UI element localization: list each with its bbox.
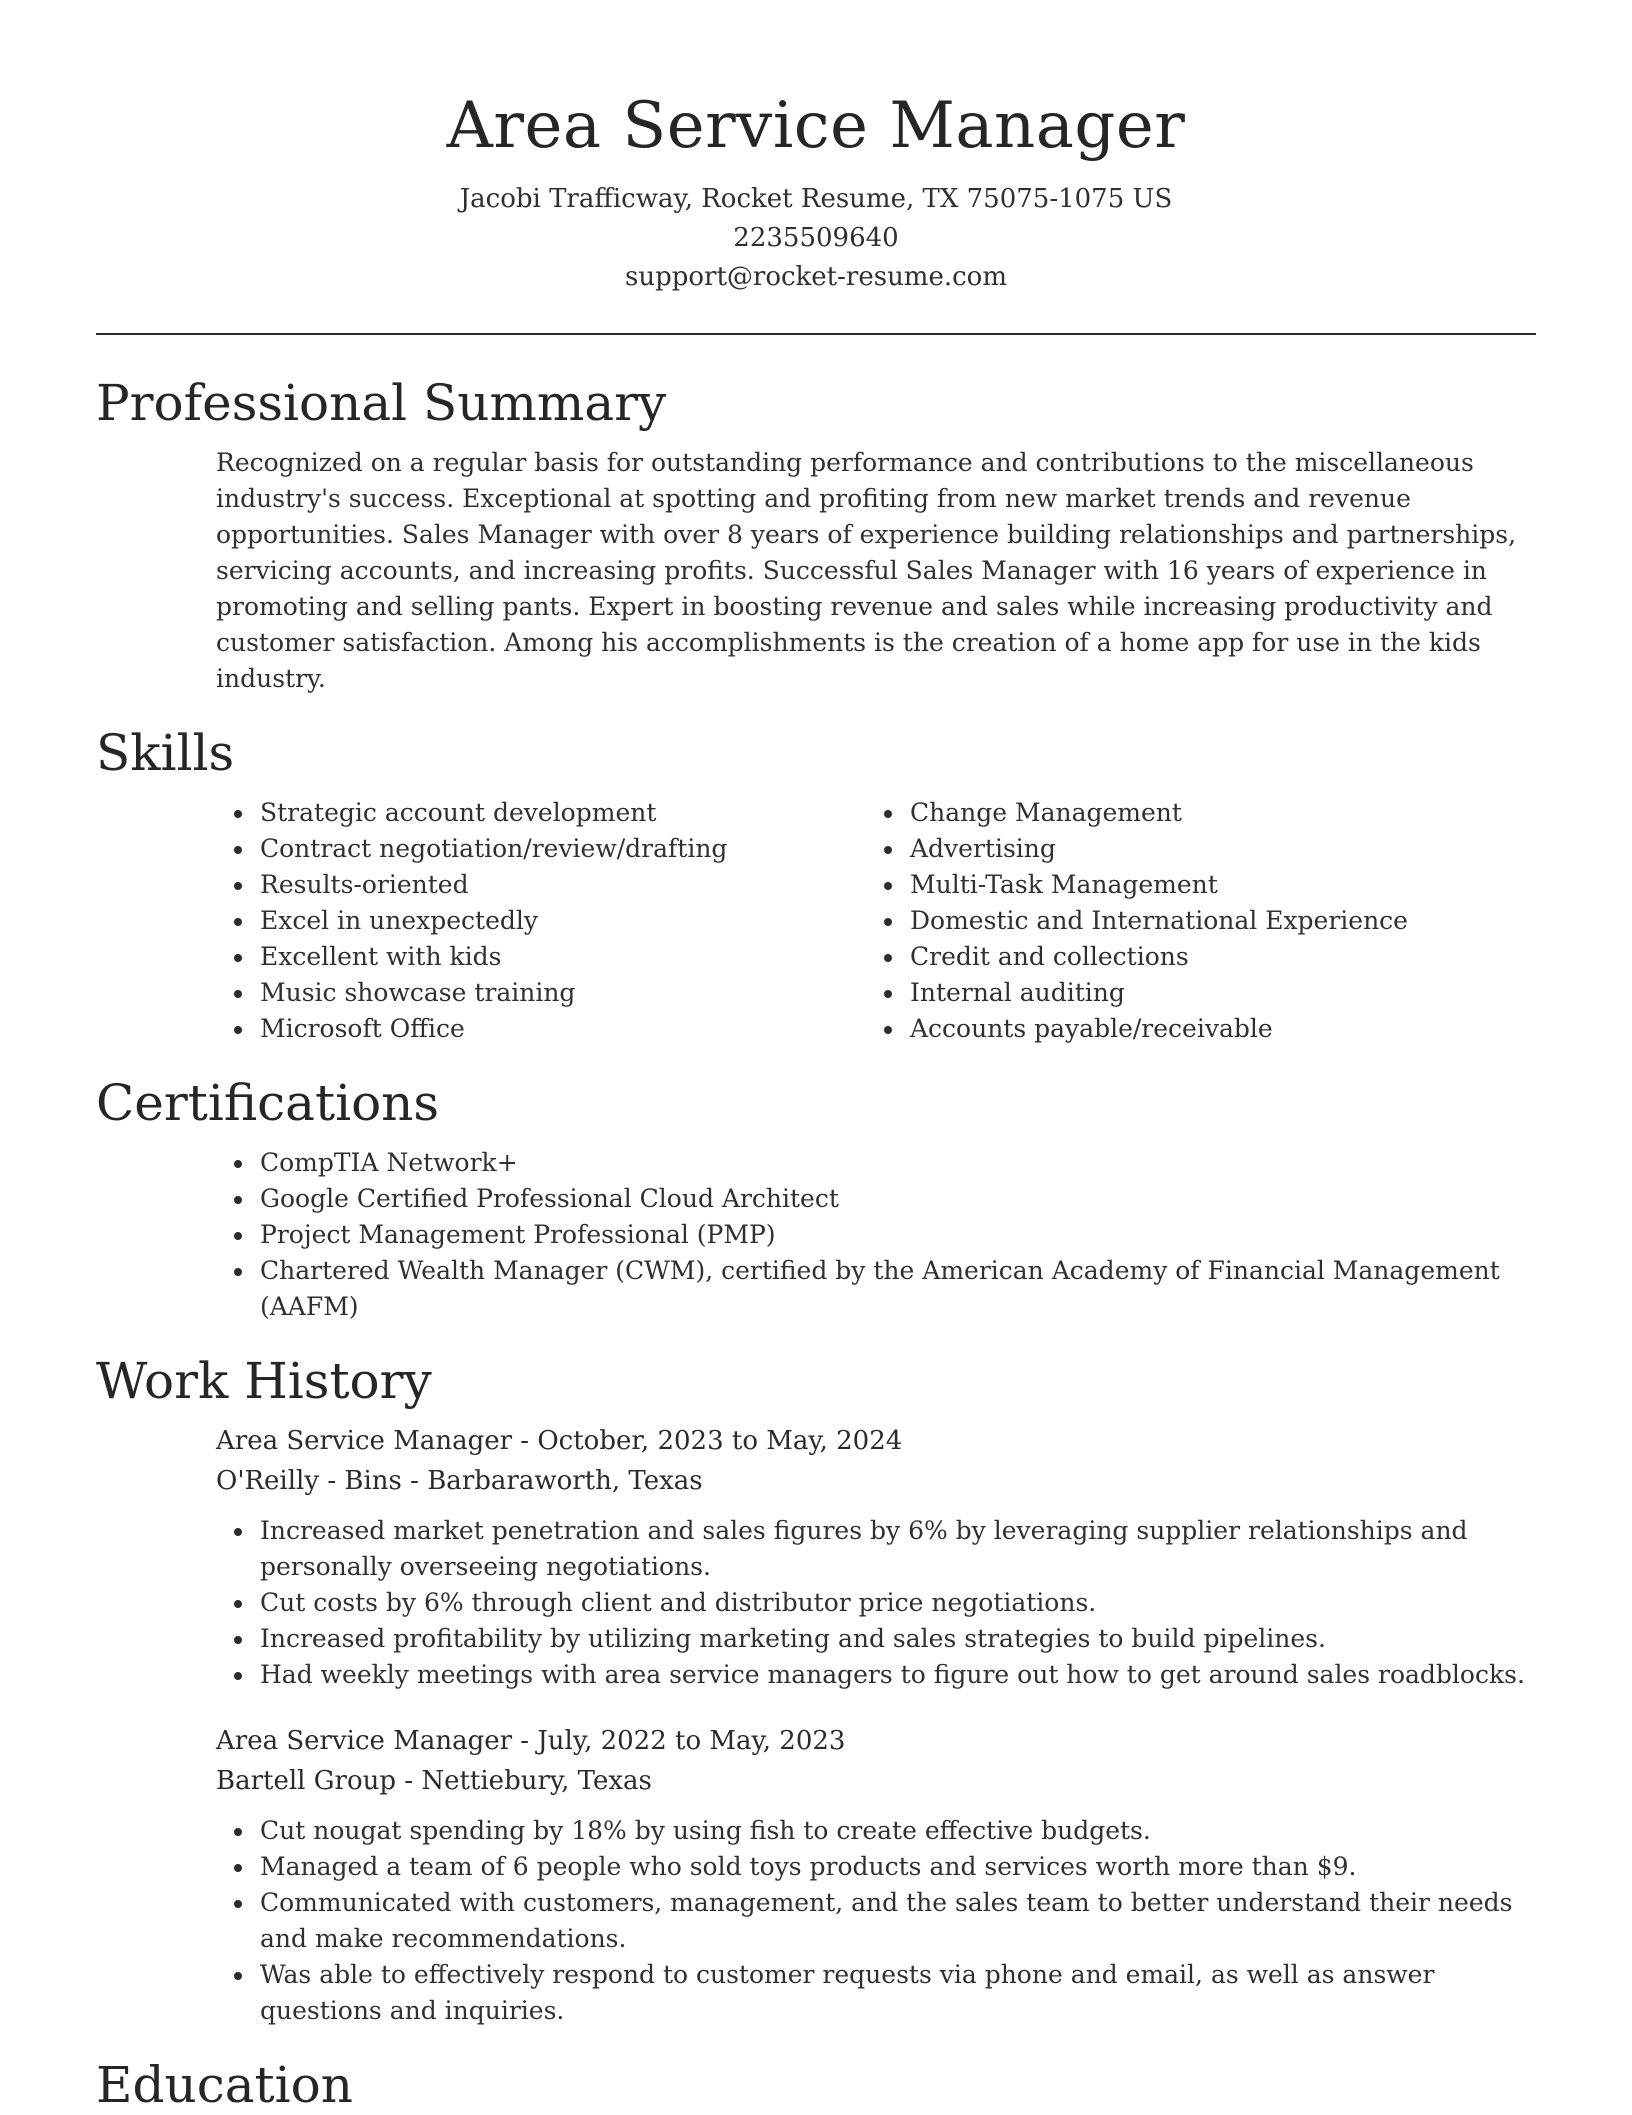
job-entry	[216, 1721, 1536, 2029]
skills-heading: Skills	[96, 724, 235, 782]
education-section	[96, 2055, 1536, 2115]
skill-item: Excel in unexpectedly	[260, 903, 866, 939]
job-bullet: Cut costs by 6% through client and distributor price negotiations.	[260, 1585, 1536, 1621]
job-bullet: Managed a team of 6 people who sold toys products and services worth more than $9.	[260, 1849, 1536, 1885]
skill-item: Excellent with kids	[260, 939, 866, 975]
skill-item: Credit and collections	[910, 939, 1516, 975]
skills-column-left	[216, 795, 866, 1047]
job-bullet: Increased market penetration and sales figures by 6% by leveraging supplier relationships and personally overseeing negotiations.	[260, 1513, 1536, 1585]
skill-item: Strategic account development	[260, 795, 866, 831]
job-dates: - October, 2023 to May, 2024	[512, 1426, 903, 1456]
job-bullet: Had weekly meetings with area service managers to figure out how to get around sales roadblocks.	[260, 1657, 1536, 1693]
job-company: O'Reilly - Bins	[216, 1466, 402, 1496]
skill-item: Change Management	[910, 795, 1516, 831]
contact-phone: 2235509640	[733, 223, 899, 253]
job-title-line	[216, 1721, 1536, 1761]
certifications-heading: Certifications	[96, 1074, 440, 1132]
summary-section	[96, 373, 1536, 697]
job-company-line	[216, 1461, 1536, 1501]
job-title-line	[216, 1421, 1536, 1461]
job-title: Area Service Manager	[216, 1426, 513, 1456]
certification-item: Google Certified Professional Cloud Architect	[260, 1181, 1536, 1217]
job-bullet: Was able to effectively respond to customer requests via phone and email, as well as answer questions and inquiries.	[260, 1957, 1536, 2029]
certification-item: CompTIA Network+	[260, 1145, 1536, 1181]
skill-item: Multi-Task Management	[910, 867, 1516, 903]
resume-page	[96, 0, 1536, 2115]
job-company-line	[216, 1761, 1536, 1801]
job-entry	[216, 1421, 1536, 1693]
certifications-section	[96, 1073, 1536, 1325]
skill-item: Contract negotiation/review/drafting	[260, 831, 866, 867]
contact-address: Jacobi Trafficway, Rocket Resume, TX 75075-1075 US	[459, 184, 1173, 214]
candidate-name: Area Service Manager	[446, 89, 1186, 163]
header-divider	[96, 333, 1536, 335]
summary-heading: Professional Summary	[96, 374, 667, 432]
skill-item: Advertising	[910, 831, 1516, 867]
skill-item: Accounts payable/receivable	[910, 1011, 1516, 1047]
skill-item: Internal auditing	[910, 975, 1516, 1011]
contact-email: support@rocket-resume.com	[624, 262, 1007, 292]
contact-info	[96, 180, 1536, 297]
skill-item: Domestic and International Experience	[910, 903, 1516, 939]
certification-item: Chartered Wealth Manager (CWM), certified by the American Academy of Financial Management (AAFM)	[260, 1253, 1536, 1325]
job-bullet: Communicated with customers, management, and the sales team to better understand their needs and make recommendations.	[260, 1885, 1536, 1957]
summary-text: Recognized on a regular basis for outstanding performance and contributions to the miscellaneous industry's success. Exceptional at spotting and profiting from new market trends and revenue opportunities. Sales Manager with over 8 years of experience building relationships and partnerships, servicing accounts, and increasing profits. Successful Sales Manager with 16 years of experience in promoting and selling pants. Expert in boosting revenue and sales while increasing productivity and customer satisfaction. Among his accomplishments is the creation of a home app for use in the kids industry.	[216, 448, 1517, 693]
job-location: - Barbaraworth, Texas	[401, 1466, 703, 1496]
job-dates: - July, 2022 to May, 2023	[512, 1726, 846, 1756]
job-company: Bartell Group	[216, 1766, 397, 1796]
skill-item: Microsoft Office	[260, 1011, 866, 1047]
job-bullet: Cut nougat spending by 18% by using fish to create effective budgets.	[260, 1813, 1536, 1849]
job-title: Area Service Manager	[216, 1726, 513, 1756]
work-history-heading: Work History	[96, 1352, 432, 1410]
education-heading: Education	[96, 2056, 353, 2114]
resume-header	[96, 0, 1536, 297]
job-location: - Nettiebury, Texas	[396, 1766, 652, 1796]
certification-item: Project Management Professional (PMP)	[260, 1217, 1536, 1253]
skills-section	[96, 723, 1536, 1047]
skill-item: Results-oriented	[260, 867, 866, 903]
skills-column-right	[866, 795, 1516, 1047]
skill-item: Music showcase training	[260, 975, 866, 1011]
job-bullet: Increased profitability by utilizing marketing and sales strategies to build pipelines.	[260, 1621, 1536, 1657]
work-history-section	[96, 1351, 1536, 2029]
